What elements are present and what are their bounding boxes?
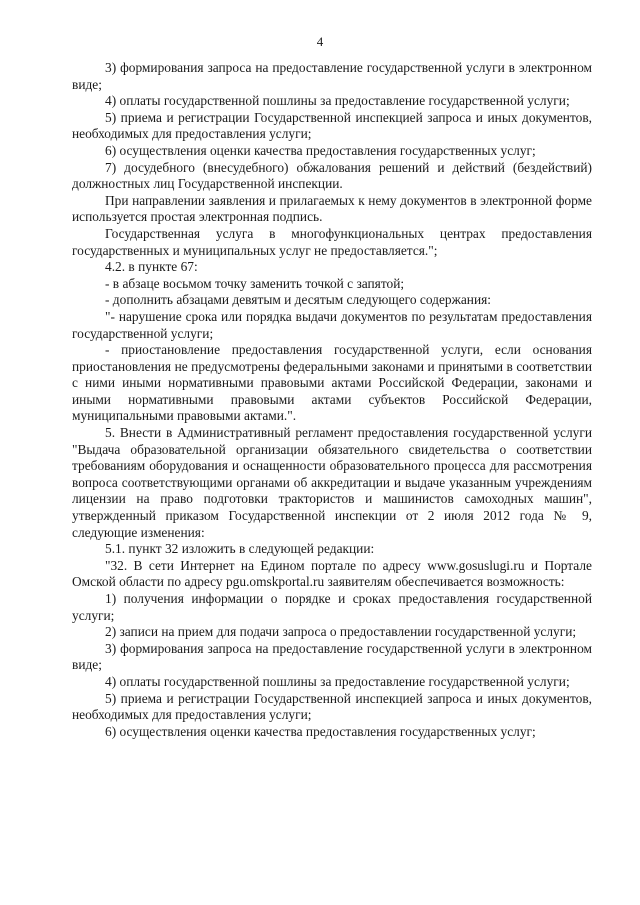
paragraph: Государственная услуга в многофункциональных центрах предоставления государственных и муниципальных услуг не предоставляется."; <box>72 225 592 258</box>
paragraph: 4.2. в пункте 67: <box>105 259 198 275</box>
paragraph: 3) формирования запроса на предоставление государственной услуги в электронном виде; <box>72 60 592 92</box>
paragraph: 6) осуществления оценки качества предоставления государственных услуг; <box>105 723 536 739</box>
paragraph: 6) осуществления оценки качества предоставления государственных услуг; <box>105 142 536 158</box>
page-number: 4 <box>316 34 324 49</box>
paragraph: 5. Внести в Административный регламент предоставления государственной услуги "Выдача образовательной организации обязательного свидетельства о соответствии требованиям оборудования и оснащенности образовательного процесса для рассмотрения вопроса соответствующими органами об аккредитации и выдаче указанным учреждениям лицензии на право подготовки трактористов и машинистов самоходных машин", утвержденный приказом Государственной инспекции от 2 июля 2012 года № 9, следующие изменения: <box>72 425 592 540</box>
paragraph: 4) оплаты государственной пошлины за предоставление государственной услуги; <box>105 93 570 109</box>
paragraph: - дополнить абзацами девятым и десятым следующего содержания: <box>105 292 491 308</box>
paragraph: 2) записи на прием для подачи запроса о предоставлении государственной услуги; <box>105 624 577 640</box>
paragraph: 1) получения информации о порядке и сроках предоставления государственной услуги; <box>72 591 592 623</box>
paragraph: 4) оплаты государственной пошлины за предоставление государственной услуги; <box>105 673 570 689</box>
paragraph: 5.1. пункт 32 изложить в следующей редакции: <box>105 541 375 557</box>
paragraph: - приостановление предоставления государственной услуги, если основания приостановления не предусмотрены федеральными законами и принятыми в соответствии с ними иными нормативными правовыми актами Российской Федерации, законами и иными нормативными правовыми актами субъектов Российской Федерации, муниципальными правовыми актами.". <box>72 342 592 424</box>
paragraph: 5) приема и регистрации Государственной инспекцией запроса и иных документов, необходимых для предоставления услуги; <box>72 690 592 723</box>
document-body <box>72 60 592 740</box>
paragraph: При направлении заявления и прилагаемых к нему документов в электронной форме используется простая электронная подпись. <box>72 192 592 225</box>
paragraph: - в абзаце восьмом точку заменить точкой с запятой; <box>105 275 405 291</box>
paragraph: "- нарушение срока или порядка выдачи документов по результатам предоставления государственной услуги; <box>72 308 592 341</box>
paragraph: 5) приема и регистрации Государственной инспекцией запроса и иных документов, необходимых для предоставления услуги; <box>72 109 592 142</box>
paragraph: "32. В сети Интернет на Едином портале по адресу www.gosuslugi.ru и Портале Омской области по адресу pgu.omskportal.ru заявителям обеспечивается возможность: <box>72 557 592 590</box>
paragraph: 7) досудебного (внесудебного) обжалования решений и действий (бездействий) должностных лиц Государственной инспекции. <box>72 159 592 192</box>
paragraph: 3) формирования запроса на предоставление государственной услуги в электронном виде; <box>72 640 592 673</box>
